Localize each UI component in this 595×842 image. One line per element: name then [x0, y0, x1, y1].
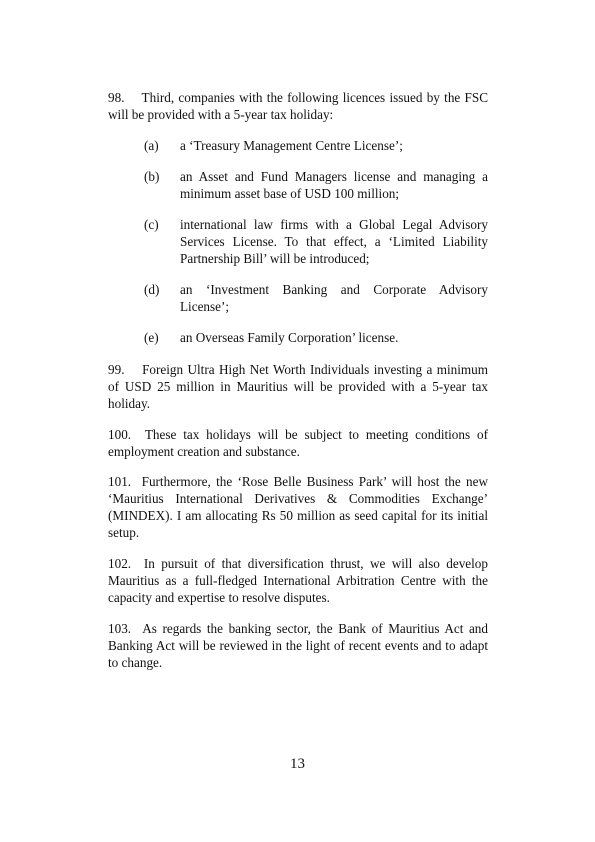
list-item-text: an ‘Investment Banking and Corporate Advisory License’; [180, 282, 488, 314]
paragraph-102: 102. In pursuit of that diversification thrust, we will also develop Mauritius as a full-fledged International Arbitration Centre with the capacity and expertise to resolve disputes. [108, 556, 488, 605]
paragraph-98: 98. Third, companies with the following licences issued by the FSC will be provided with a 5-year tax holiday: [108, 90, 488, 122]
list-item-text: a ‘Treasury Management Centre License’; [180, 138, 403, 153]
page-number: 13 [290, 756, 305, 772]
list-item-label: (d) [144, 282, 160, 297]
list-item-label: (a) [144, 138, 159, 153]
list-item-label: (c) [144, 217, 159, 232]
list-item-text: international law firms with a Global Legal Advisory Services License. To that effect, a ‘Limited Liability Partnership Bill’ will be introduced; [180, 217, 488, 266]
paragraph-103: 103. As regards the banking sector, the Bank of Mauritius Act and Banking Act will be reviewed in the light of recent events and to adapt to change. [108, 621, 488, 670]
list-item-text: an Asset and Fund Managers license and managing a minimum asset base of USD 100 million; [180, 169, 488, 201]
list-item-label: (b) [144, 169, 160, 184]
list-item-text: an Overseas Family Corporation’ license. [180, 330, 399, 345]
paragraph-99: 99. Foreign Ultra High Net Worth Individuals investing a minimum of USD 25 million in Mauritius will be provided with a 5-year tax holiday. [108, 362, 488, 411]
list-item-label: (e) [144, 330, 159, 345]
paragraph-100: 100. These tax holidays will be subject to meeting conditions of employment creation and substance. [108, 427, 488, 459]
paragraph-101: 101. Furthermore, the ‘Rose Belle Business Park’ will host the new ‘Mauritius International Derivatives & Commodities Exchange’ (MINDEX). I am allocating Rs 50 million as seed capital for its initial setup. [108, 474, 488, 540]
